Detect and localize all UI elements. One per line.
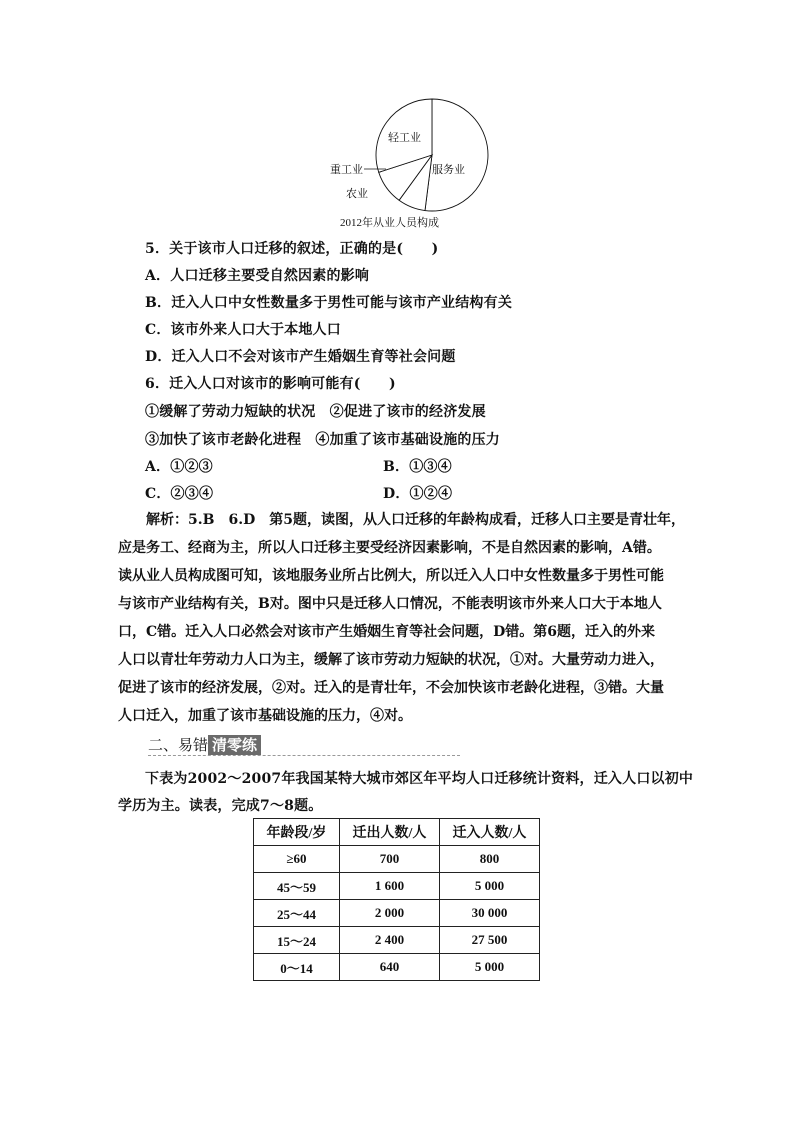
- question-6-statement-2: ③加快了该市老龄化进程 ④加重了该市基础设施的压力: [145, 432, 500, 448]
- pie-chart: [300, 85, 520, 235]
- table-cell: 5 000: [440, 954, 540, 981]
- table-row: [254, 954, 540, 981]
- table-cell: 0～14: [254, 954, 340, 981]
- table-cell: ≥60: [254, 846, 340, 873]
- column-header: 年龄段/岁: [254, 819, 340, 846]
- column-header: 迁入人数/人: [440, 819, 540, 846]
- slice-service: [425, 99, 488, 211]
- explanation-line: 与该市产业结构有关，B对。图中只是迁移人口情况，不能表明该市外来人口大于本地人: [118, 596, 662, 612]
- table-intro-line-1: 下表为2002～2007年我国某特大城市郊区年平均人口迁移统计资料，迁入人口以初中: [145, 771, 694, 787]
- table-row: [254, 927, 540, 954]
- table-cell: 700: [340, 846, 440, 873]
- section-badge: 清零练: [208, 735, 261, 755]
- table-cell: 640: [340, 954, 440, 981]
- question-5-option-c: C．该市外来人口大于本地人口: [145, 322, 341, 338]
- question-6-option-d: D．①②④: [383, 486, 453, 502]
- table-intro-line-2: 学历为主。读表，完成7～8题。: [118, 798, 323, 814]
- question-6-stem: 6．迁入人口对该市的影响可能有( ): [145, 376, 396, 392]
- table-cell: 25～44: [254, 900, 340, 927]
- slice-label-service: 服务业: [432, 164, 465, 176]
- explanation-line: 读从业人员构成图可知，该地服务业所占比例大，所以迁入人口中女性数量多于男性可能: [118, 568, 664, 584]
- table-cell: 800: [440, 846, 540, 873]
- explanation-line: 口，C错。迁入人口必然会对该市产生婚姻生育等社会问题，D错。第6题，迁入的外来: [118, 624, 656, 640]
- question-6-statement-1: ①缓解了劳动力短缺的状况 ②促进了该市的经济发展: [145, 404, 486, 420]
- explanation-line: 人口迁入，加重了该市基础设施的压力，④对。: [118, 708, 412, 724]
- explanation-line: 促进了该市的经济发展，②对。迁入的是青壮年，不会加快该市老龄化进程，③错。大量: [118, 680, 664, 696]
- question-6-option-c: C．②③④: [145, 486, 214, 502]
- table-cell: 30 000: [440, 900, 540, 927]
- explanation-line: 应是务工、经商为主，所以人口迁移主要受经济因素影响，不是自然因素的影响，A错。: [118, 540, 661, 556]
- table-cell: 5 000: [440, 873, 540, 900]
- slice-label-light-industry: 轻工业: [388, 132, 421, 144]
- table-cell: 15～24: [254, 927, 340, 954]
- table-row: [254, 873, 540, 900]
- question-5-option-a: A．人口迁移主要受自然因素的影响: [145, 268, 370, 284]
- table-cell: 45～59: [254, 873, 340, 900]
- question-5-stem: 5．关于该市人口迁移的叙述，正确的是( ): [145, 241, 439, 257]
- migration-table: [253, 818, 540, 981]
- explanation: [118, 506, 688, 730]
- section-prefix: 二、易错: [148, 736, 209, 754]
- section-header: [148, 734, 261, 755]
- table-cell: 2 000: [340, 900, 440, 927]
- chart-title: 2012年从业人员构成: [340, 217, 439, 229]
- explanation-line: 人口以青壮年劳动力人口为主，缓解了该市劳动力短缺的状况，①对。大量劳动力进入，: [118, 652, 664, 668]
- table-cell: 2 400: [340, 927, 440, 954]
- question-5-option-d: D．迁入人口不会对该市产生婚姻生育等社会问题: [145, 349, 456, 365]
- question-5-option-b: B．迁入人口中女性数量多于男性可能与该市产业结构有关: [145, 295, 513, 311]
- section-divider: [148, 755, 460, 756]
- slice-label-agriculture: 农业: [346, 188, 368, 200]
- question-6-option-b: B．①③④: [383, 459, 452, 475]
- question-6-option-a: A．①②③: [145, 459, 213, 475]
- explanation-line: 解析：5.B 6.D 第5题，读图，从人口迁移的年龄构成看，迁移人口主要是青壮年，: [146, 512, 685, 528]
- table-cell: 27 500: [440, 927, 540, 954]
- table-row: [254, 846, 540, 873]
- table-row: [254, 900, 540, 927]
- table-header-row: [254, 819, 540, 846]
- slice-label-heavy-industry: 重工业: [330, 164, 363, 176]
- table-cell: 1 600: [340, 873, 440, 900]
- column-header: 迁出人数/人: [340, 819, 440, 846]
